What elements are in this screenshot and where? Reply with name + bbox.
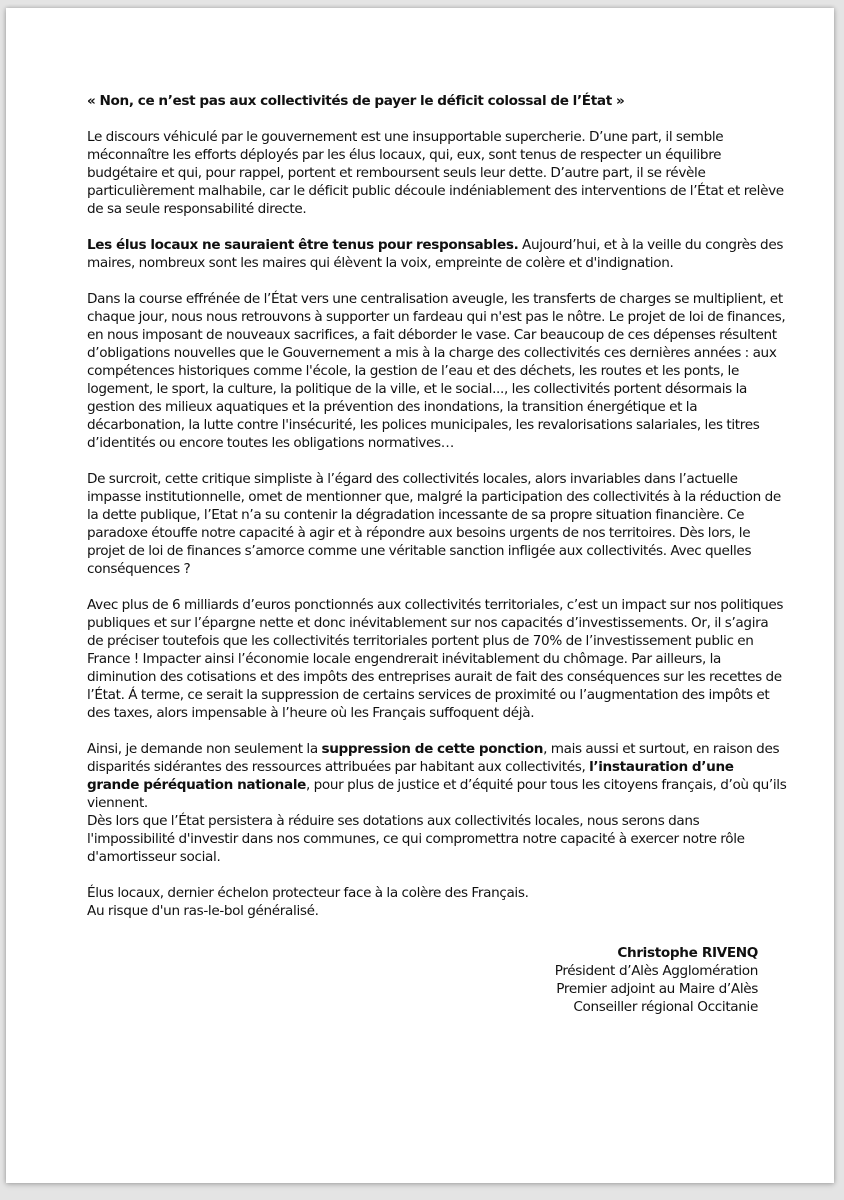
- signature-role-3: Conseiller régional Occitanie: [573, 999, 758, 1015]
- document-page: [6, 8, 834, 1183]
- closing: [87, 884, 787, 920]
- demand-bold-2: l’instauration d’une grande péréquation nationale: [87, 759, 734, 793]
- signature-block: [555, 944, 758, 1016]
- paragraph-3: Dans la course effrénée de l’État vers une centralisation aveugle, les transferts de charges se multiplient, et chaque jour, nous nous retrouvons à supporter un fardeau qui n'est pas le nôtre. Le projet de loi de finances, en nous imposant de nouveaux sacrifices, a fait déborder le vase. Car beaucoup de ces dépenses résultent d’obligations nouvelles que le Gouvernement a mis à la charge des collectivités ces dernières années : aux compétences historiques comme l'école, la gestion de l’eau et des déchets, les routes et les ponts, le logement, le sport, la culture, la politique de la ville, et le social..., les collectivités portent désormais la gestion des milieux aquatiques et la prévention des inondations, la transition énergétique et la décarbonation, la lutte contre l'insécurité, les polices municipales, les revalorisations salariales, les titres d’identités ou encore toutes les obligations normatives…: [87, 291, 786, 451]
- closing-line-2: Au risque d'un ras-le-bol généralisé.: [87, 903, 319, 919]
- paragraph-2-text: Aujourd’hui, et à la veille du congrès des maires, nombreux sont les maires qui élèvent la voix, empreinte de colère et d'indignation.: [87, 237, 784, 271]
- paragraph-2-bold-lead: Les élus locaux ne sauraient être tenus pour responsables.: [87, 237, 519, 253]
- demand-text-2: , mais aussi et surtout, en raison des disparités sidérantes des ressources attribuées par habitant aux collectivités,: [87, 741, 780, 775]
- paragraph-demand: [87, 740, 787, 866]
- demand-line-2: Dès lors que l’État persistera à réduire ses dotations aux collectivités locales, nous serons dans l'impossibilité d'investir dans nos communes, ce qui compromettra notre capacité à exercer notre rôle d'amortisseur social.: [87, 813, 745, 865]
- closing-line-1: Élus locaux, dernier échelon protecteur face à la colère des Français.: [87, 885, 529, 901]
- paragraph-5: Avec plus de 6 milliards d’euros ponctionnés aux collectivités territoriales, c’est un impact sur nos politiques publiques et sur l’épargne nette et donc inévitablement sur nos capacités d’investissements. Or, il s’agira de préciser toutefois que les collectivités territoriales portent plus de 70% de l’investissement public en France ! Impacter ainsi l’économie locale engendrerait inévitablement du chômage. Par ailleurs, la diminution des cotisations et des impôts des entreprises aurait de fait des conséquences sur les recettes de l’État. Á terme, ce serait la suppression de certains services de proximité ou l’augmentation des impôts et des taxes, alors impensable à l’heure où les Français suffoquent déjà.: [87, 597, 784, 721]
- signature-role-2: Premier adjoint au Maire d’Alès: [556, 981, 758, 997]
- paragraph-1: Le discours véhiculé par le gouvernement est une insupportable supercherie. D’une part, il semble méconnaître les efforts déployés par les élus locaux, qui, eux, sont tenus de respecter un équilibre budgétaire et qui, pour rappel, portent et remboursent seuls leur dette. D’autre part, il se révèle particulièrement malhabile, car le déficit public découle indéniablement des interventions de l’État et relève de sa seule responsabilité directe.: [87, 129, 784, 217]
- demand-text-1: Ainsi, je demande non seulement la: [87, 741, 322, 757]
- document-body: [87, 92, 787, 938]
- paragraph-2: [87, 236, 787, 272]
- signature-name: Christophe RIVENQ: [617, 945, 758, 961]
- demand-text-3: , pour plus de justice et d’équité pour tous les citoyens français, d’où qu’ils viennent.: [87, 777, 787, 811]
- demand-bold-1: suppression de cette ponction: [321, 741, 544, 757]
- document-title: « Non, ce n’est pas aux collectivités de payer le déficit colossal de l’État »: [87, 93, 625, 109]
- signature-role-1: Président d’Alès Agglomération: [554, 963, 758, 979]
- paragraph-4: De surcroit, cette critique simpliste à l’égard des collectivités locales, alors invariables dans l’actuelle impasse institutionnelle, omet de mentionner que, malgré la participation des collectivités à la réduction de la dette publique, l’Etat n’a su contenir la dégradation incessante de sa propre situation financière. Ce paradoxe étouffe notre capacité à agir et à répondre aux besoins urgents de nos territoires. Dès lors, le projet de loi de finances s’amorce comme une véritable sanction infligée aux collectivités. Avec quelles conséquences ?: [87, 471, 781, 577]
